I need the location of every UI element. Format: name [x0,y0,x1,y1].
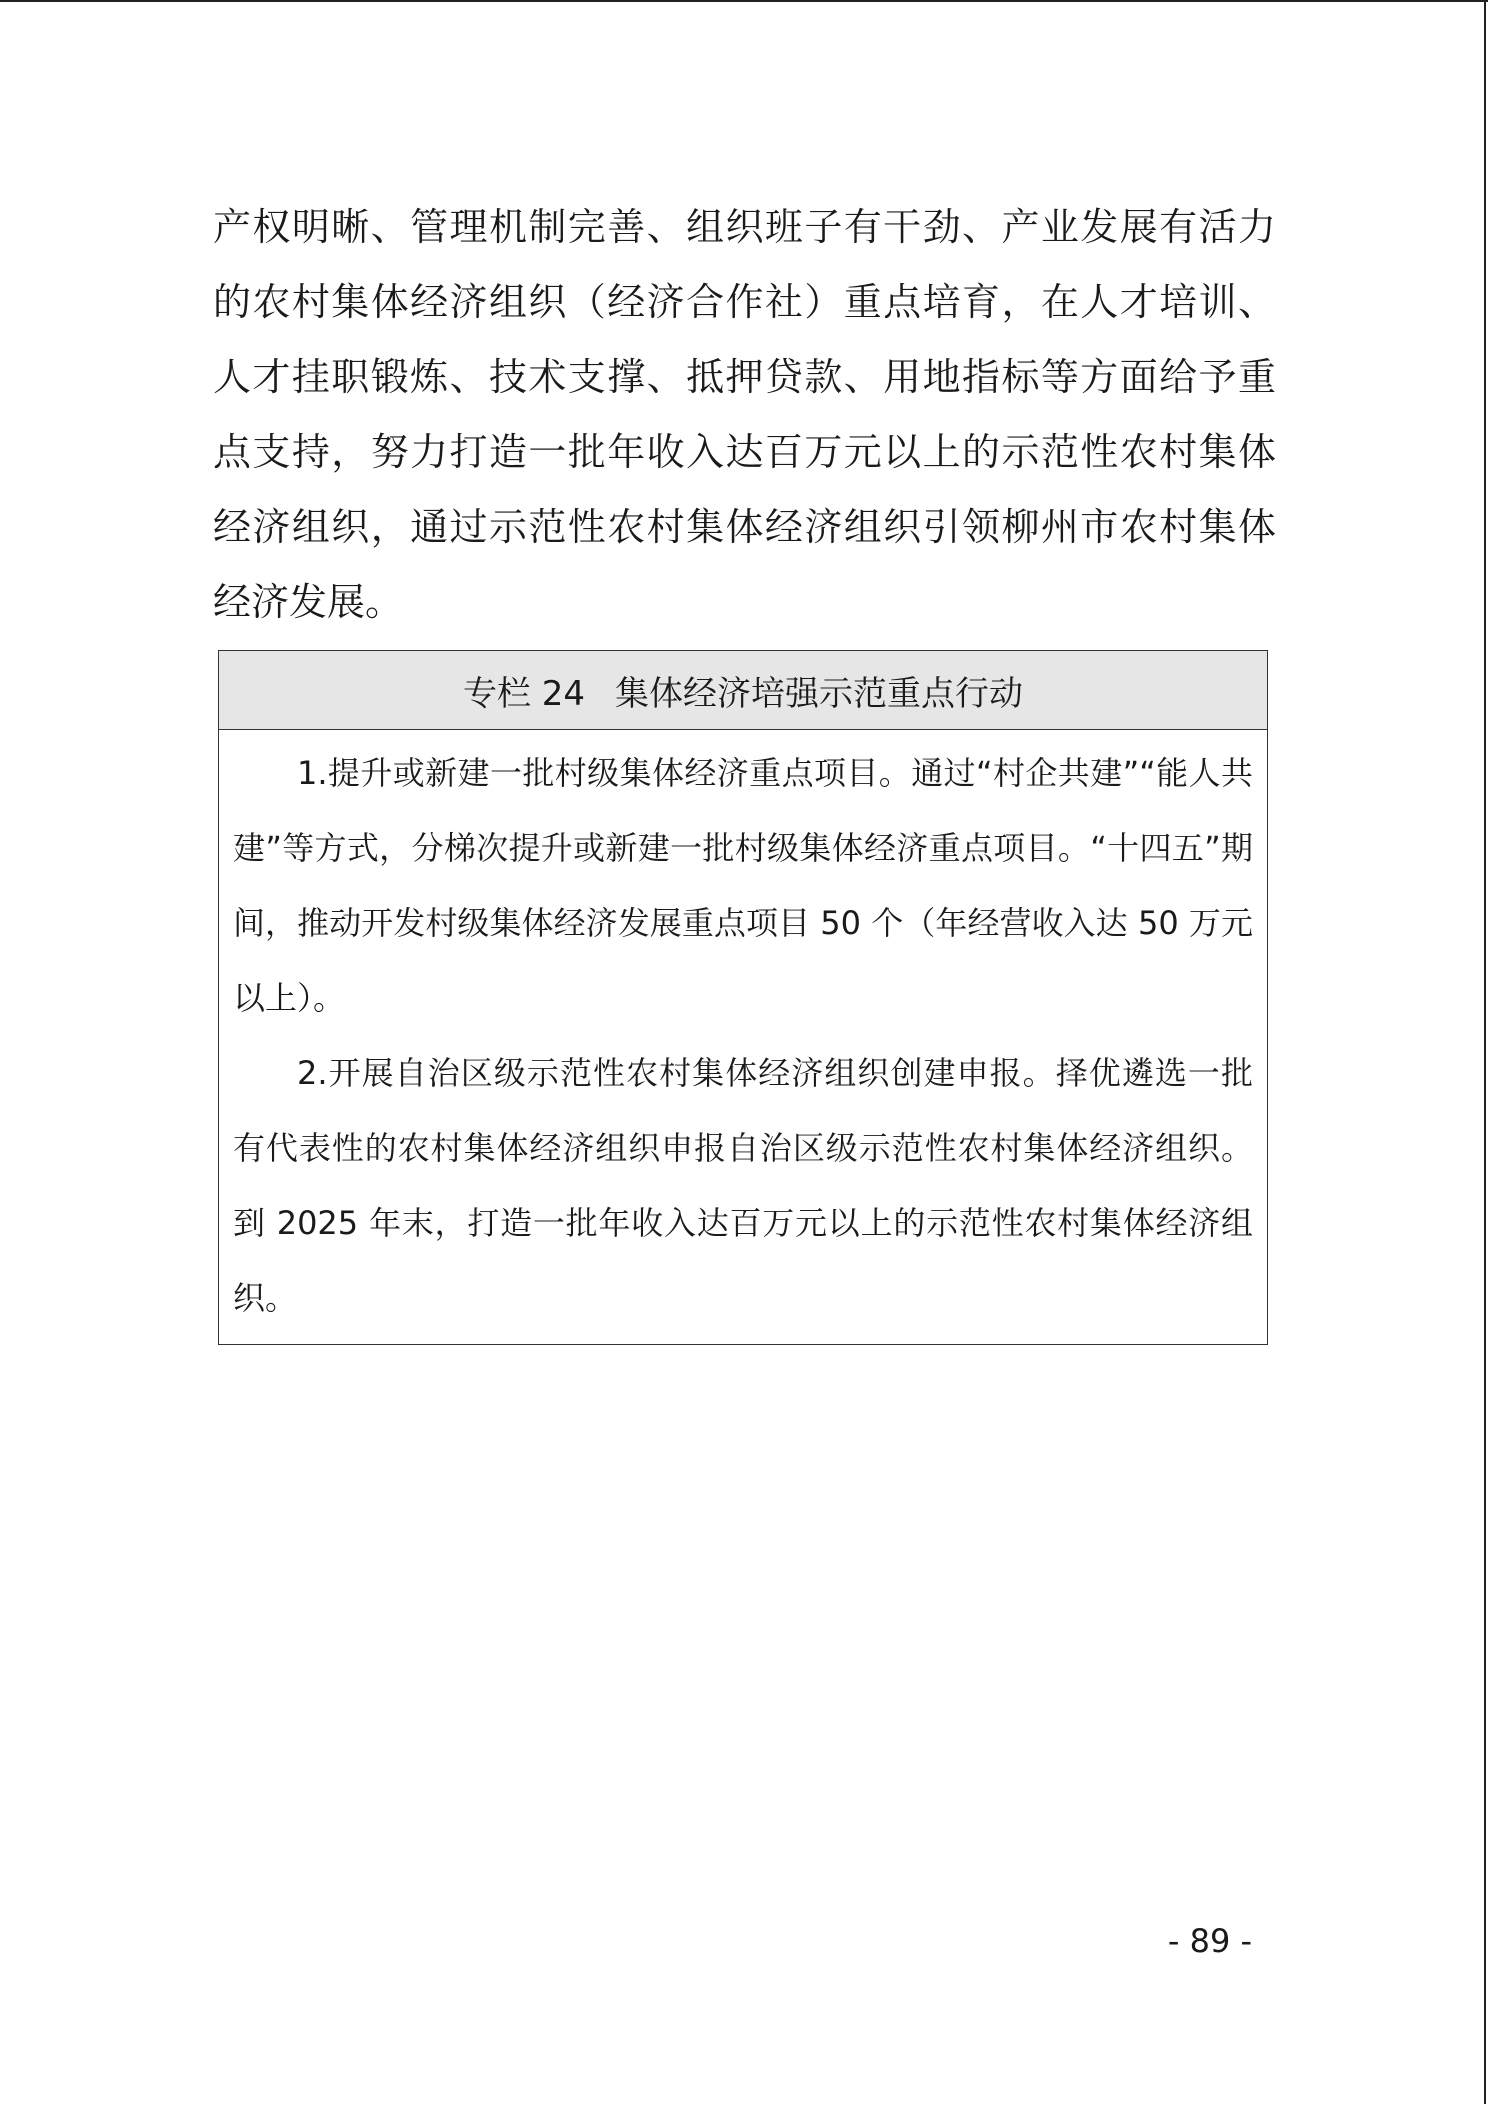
column-box-title: 集体经济培强示范重点行动 [615,673,1024,714]
body-paragraph: 产权明晰、管理机制完善、组织班子有干劲、产业发展有活力的农村集体经济组织（经济合作社）重点培育，在人才培训、人才挂职锻炼、技术支撑、抵押贷款、用地指标等方面给予重点支持，努力打造一批年收入达百万元以上的示范性农村集体经济组织，通过示范性农村集体经济组织引领柳州市农村集体经济发展。 [213,205,1276,624]
page-top-border [0,0,1488,2]
body-text [213,190,1276,640]
page-right-border [1484,0,1486,2104]
column-box [218,650,1268,1345]
column-box-number: 专栏 24 [462,673,586,714]
page-number: - 89 - [1167,1922,1253,1960]
column-box-item-1: 1.提升或新建一批村级集体经济重点项目。通过“村企共建”“能人共建”等方式，分梯次提升或新建一批村级集体经济重点项目。“十四五”期间，推动开发村级集体经济发展重点项目 50 个（年经营收入达 50 万元以上）。 [233,754,1253,1017]
column-box-body [219,730,1267,1344]
column-box-item-2: 2.开展自治区级示范性农村集体经济组织创建申报。择优遴选一批有代表性的农村集体经济组织申报自治区级示范性农村集体经济组织。到 2025 年末，打造一批年收入达百万元以上的示范性农村集体经济组织。 [233,1054,1253,1317]
column-box-header [219,651,1267,730]
